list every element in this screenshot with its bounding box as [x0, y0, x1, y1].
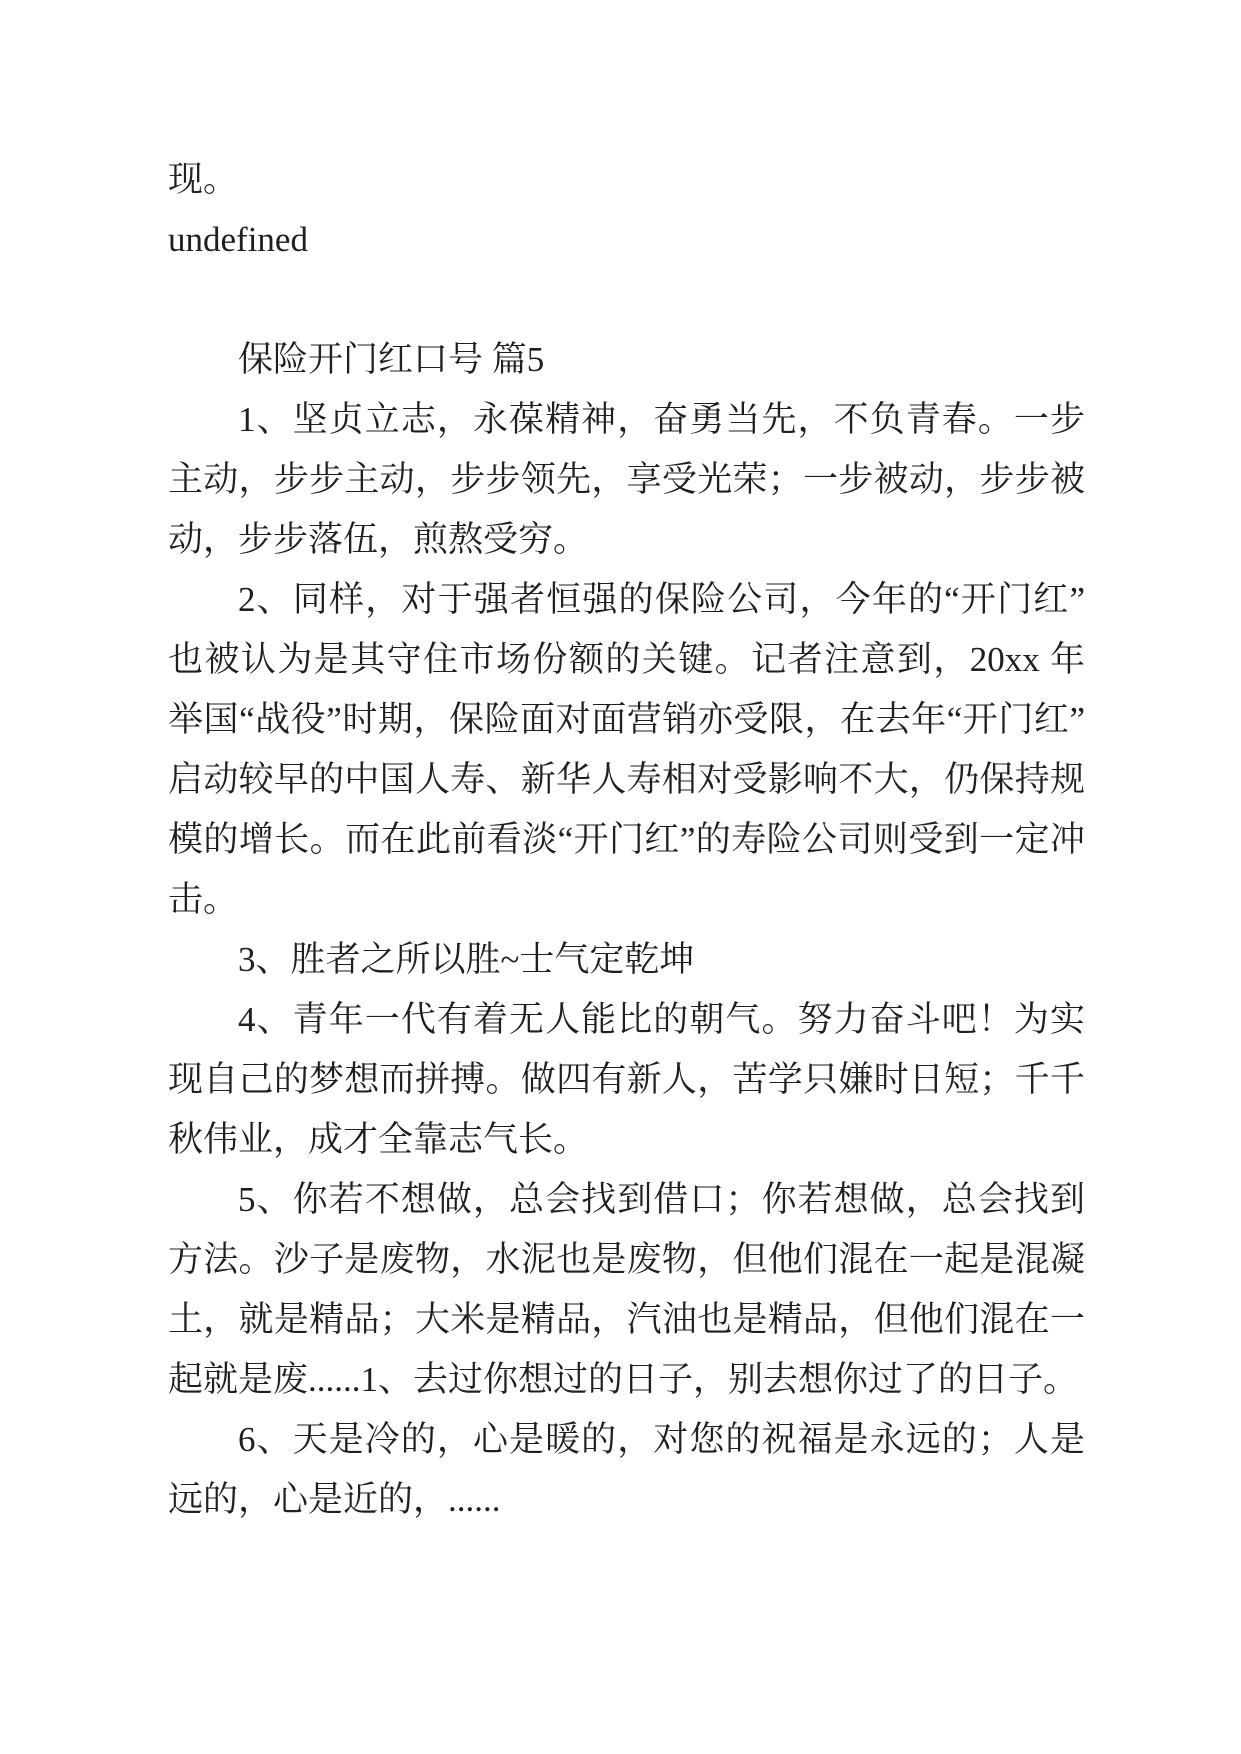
slogan-item-5: 5、你若不想做，总会找到借口；你若想做，总会找到方法。沙子是废物，水泥也是废物，但他们混在一起是混凝土，就是精品；大米是精品，汽油也是精品，但他们混在一起就是废......1、去过你想过的日子，别去想你过了的日子。: [168, 1180, 1085, 1399]
blank-line: [168, 270, 1085, 330]
slogan-item-2: 2、同样，对于强者恒强的保险公司，今年的“开门红”也被认为是其守住市场份额的关键。记者注意到，20xx 年举国“战役”时期，保险面对面营销亦受限，在去年“开门红”启动较早的中国人寿、新华人寿相对受影响不大，仍保持规模的增长。而在此前看淡“开门红”的寿险公司则受到一定冲击。: [168, 580, 1085, 919]
slogan-item-1: 1、坚贞立志，永葆精神，奋勇当先，不负青春。一步主动，步步主动，步步领先，享受光荣；一步被动，步步被动，步步落伍，煎熬受穷。: [168, 400, 1085, 559]
slogan-item-6: 6、天是冷的，心是暖的，对您的祝福是永远的；人是远的，心是近的，......: [168, 1420, 1085, 1519]
undefined-line: undefined: [168, 220, 308, 259]
slogan-item-4: 4、青年一代有着无人能比的朝气。努力奋斗吧！为实现自己的梦想而拼搏。做四有新人，苦学只嫌时日短；千千秋伟业，成才全靠志气长。: [168, 1000, 1085, 1159]
slogan-item-3: 3、胜者之所以胜~士气定乾坤: [238, 940, 695, 979]
section-heading: 保险开门红口号 篇5: [238, 340, 545, 379]
continuation-line: 现。: [168, 160, 239, 199]
